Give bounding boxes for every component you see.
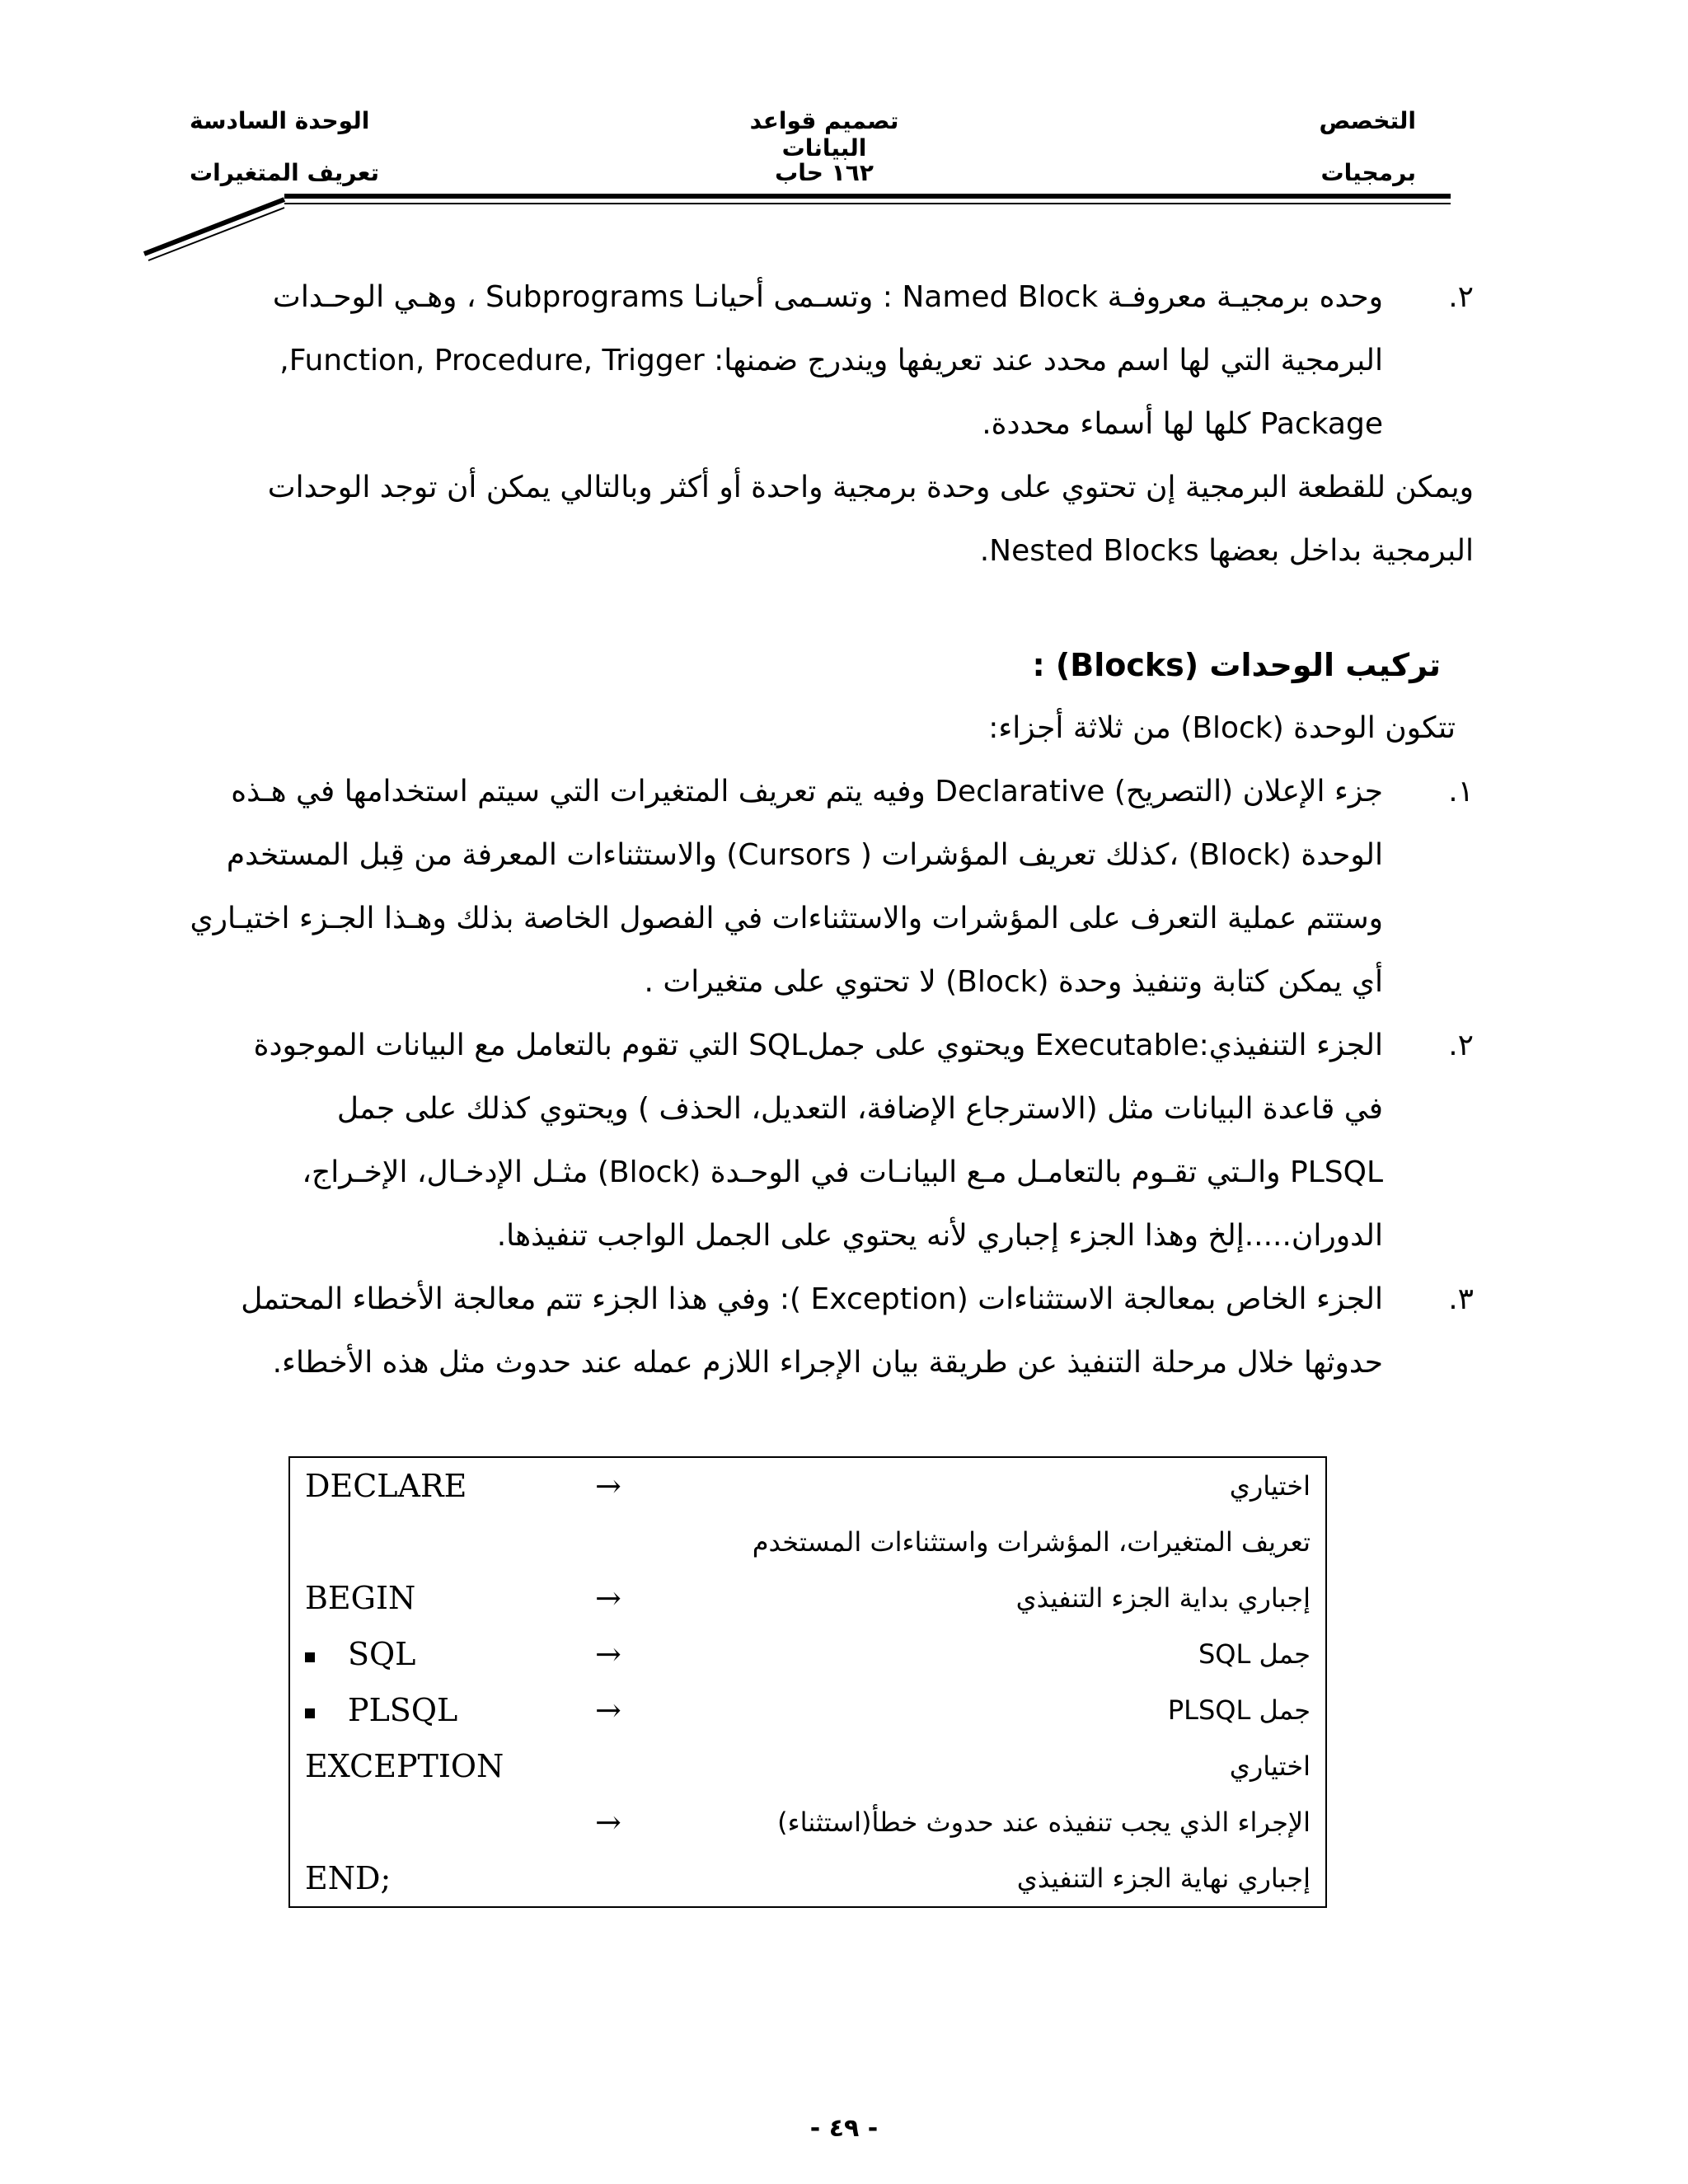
description-cell: جمل PLSQL (1167, 1694, 1311, 1726)
header-course-code: ١٦٢ حاب (775, 159, 874, 186)
table-row (289, 1738, 1326, 1794)
table-row (289, 1850, 1326, 1907)
header-unit-label: الوحدة السادسة (190, 107, 370, 134)
part3-line-2: حدوثها خلال مرحلة التنفيذ عن طريقة بيان الإجراء اللازم عمله عند حدوث مثل هذه الأخطاء. (272, 1346, 1383, 1380)
description-cell: جمل SQL (1198, 1638, 1311, 1670)
header-course-title: تصميم قواعد البيانات (749, 107, 899, 162)
page-number: - ٤٩ - (809, 2114, 879, 2143)
table-row (289, 1570, 1326, 1626)
nested-line-2: البرمجية بداخل بعضها Nested Blocks. (979, 534, 1474, 568)
table-row (289, 1457, 1326, 1514)
block-structure-table (288, 1456, 1327, 1908)
part1-line-3: وستتم عملية التعرف على المؤشرات والاستثناءات في الفصول الخاصة بذلك وهـذا الجـزء اختيـاري (190, 902, 1383, 935)
part1-line-2: الوحدة (Block) ،كذلك تعريف المؤشرات ( Cursors) والاستثناءات المعرفة من قِبل المستخدم (226, 838, 1383, 872)
arrow-icon: → (595, 1692, 621, 1728)
arrow-icon: → (595, 1468, 621, 1504)
description-cell: إجباري بداية الجزء التنفيذي (1015, 1582, 1311, 1614)
part2-line-1: الجزء التنفيذي:Executable ويحتوي على جملSQL التي تقوم بالتعامل مع البيانات الموجودة (253, 1029, 1383, 1062)
description-cell: الإجراء الذي يجب تنفيذه عند حدوث خطأ(استثناء) (777, 1807, 1311, 1838)
keyword-cell (289, 1514, 544, 1570)
arrow-icon: → (595, 1804, 621, 1840)
description-cell: تعريف المتغيرات، المؤشرات واستثناءات المستخدم (752, 1526, 1311, 1558)
section-intro: تتكون الوحدة (Block) من ثلاثة أجزاء: (988, 711, 1456, 745)
item2-line-2: البرمجية التي لها اسم محدد عند تعريفها ويندرج ضمنها: Function, Procedure, Trigger, (279, 344, 1383, 377)
part3-line-1: الجزء الخاص بمعالجة الاستثناءات (Exception ): وفي هذا الجزء تتم معالجة الأخطاء المحتمل (241, 1282, 1383, 1316)
arrow-icon: → (595, 1580, 621, 1616)
bullet-icon (305, 1708, 315, 1718)
section-title: تركيب الوحدات (Blocks) : (1032, 647, 1441, 683)
item2-line-3: Package كلها لها أسماء محددة. (982, 407, 1383, 441)
keyword-cell (289, 1794, 544, 1850)
bullet-icon (305, 1652, 315, 1662)
table-row (289, 1794, 1326, 1850)
part1-line-4: أي يمكن كتابة وتنفيذ وحدة (Block) لا تحتوي على متغيرات . (644, 965, 1383, 999)
table-row (289, 1626, 1326, 1682)
table-row (289, 1514, 1326, 1570)
item2-line-1: وحده برمجيـة معروفـة Named Block : وتسـمى أحيانـا Subprograms ، وهـي الوحـدات (272, 280, 1383, 314)
description-cell: اختياري (1229, 1470, 1311, 1502)
part3-number: ٣. (1448, 1282, 1474, 1316)
part2-number: ٢. (1448, 1029, 1474, 1062)
part1-number: ١. (1448, 775, 1474, 808)
keyword-cell: PLSQL (348, 1692, 458, 1728)
part1-line-1: جزء الإعلان (التصريح) Declarative وفيه يتم تعريف المتغيرات التي سيتم استخدامها في هـذه (231, 775, 1383, 808)
table-row (289, 1682, 1326, 1738)
arrow-icon: → (595, 1636, 621, 1672)
header-unit-topic: تعريف المتغيرات (190, 159, 380, 186)
item2-number: ٢. (1448, 280, 1474, 314)
keyword-cell: BEGIN (305, 1580, 416, 1616)
description-cell: اختياري (1229, 1750, 1311, 1782)
nested-line-1: ويمكن للقطعة البرمجية إن تحتوي على وحدة برمجية واحدة أو أكثر وبالتالي يمكن أن توجد الوحدات (267, 471, 1474, 504)
part2-line-4: الدوران.....إلخ وهذا الجزء إجباري لأنه يحتوي على الجمل الواجب تنفيذها. (496, 1219, 1383, 1253)
header-specialty-label: التخصص (1319, 107, 1416, 134)
keyword-cell: SQL (348, 1636, 416, 1672)
keyword-cell: DECLARE (305, 1468, 467, 1504)
description-cell: إجباري نهاية الجزء التنفيذي (1016, 1863, 1311, 1894)
header-divider (0, 0, 1688, 272)
keyword-cell: END; (305, 1860, 392, 1896)
header-specialty-value: برمجيات (1320, 159, 1416, 186)
keyword-cell: EXCEPTION (305, 1748, 504, 1784)
part2-line-3: PLSQL والـتي تقـوم بالتعامـل مـع البيانـات في الوحـدة (Block) مثـل الإدخـال، الإخـراج، (302, 1155, 1383, 1189)
part2-line-2: في قاعدة البيانات مثل (الاسترجاع الإضافة، التعديل، الحذف ) ويحتوي كذلك على جمل (336, 1092, 1383, 1126)
